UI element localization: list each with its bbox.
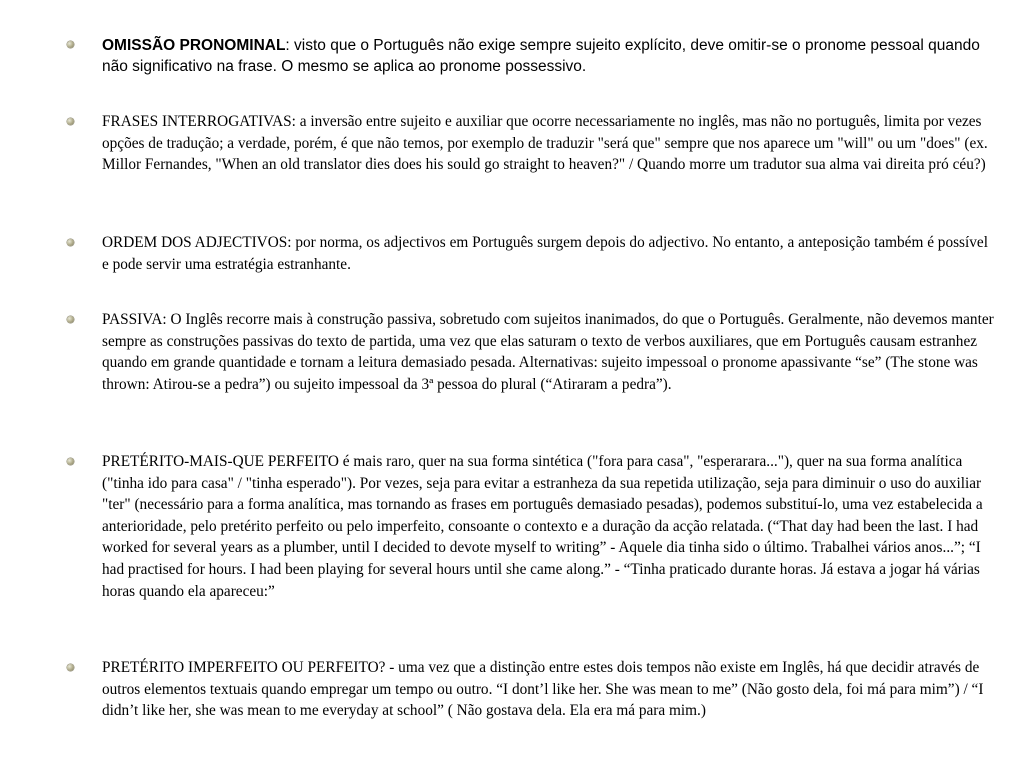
bullet-icon <box>67 458 74 465</box>
item-text <box>102 35 997 77</box>
bullet-icon <box>67 316 74 323</box>
bullet-icon <box>67 664 74 671</box>
item-text: PASSIVA: O Inglês recorre mais à construção passiva, sobretudo com sujeitos inanimados, do que o Português. Geralmente, não devemos manter sempre as construções passivas do texto de partida, uma vez que elas saturam o texto de verbos auxiliares, que em Português causam estranhez quando em grande quantidade e tornam a leitura demasiado pesada. Alternativas: sujeito impessoal o pronome apassivante “se” (The stone was thrown: Atirou-se a pedra”) ou sujeito impessoal da 3ª pessoa do plural (“Atiraram a pedra”). <box>102 311 994 393</box>
item-lead-term: OMISSÃO PRONOMINAL <box>102 37 286 54</box>
item-text: PRETÉRITO IMPERFEITO OU PERFEITO? - uma vez que a distinção entre estes dois tempos não existe em Inglês, há que decidir através de outros elementos textuais quando empregar um tempo ou outro. “I dont’l like her. She was mean to me” (Não gosto dela, foi má para mim”) / “I didn’t like her, she was mean to me everyday at school” ( Não gostava dela. Ela era má para mim.) <box>102 659 984 720</box>
bullet-icon <box>67 41 74 48</box>
item-text: ORDEM DOS ADJECTIVOS: por norma, os adjectivos em Português surgem depois do adjectivo. No entanto, a anteposição também é possível e pode servir uma estratégia estranhante. <box>102 234 988 273</box>
bullet-icon <box>67 239 74 246</box>
item-body: : visto que o Português não exige sempre sujeito explícito, deve omitir-se o pronome pessoal quando não significativo na frase. O mesmo se aplica ao pronome possessivo. <box>102 37 980 75</box>
item-text: FRASES INTERROGATIVAS: a inversão entre sujeito e auxiliar que ocorre necessariamente no inglês, mas não no português, limita por vezes opções de tradução; a verdade, porém, é que não temos, por exemplo de traduzir "será que" sempre que nos aparece um "will" ou um "does" (ex. Millor Fernandes, "When an old translator dies does his sould go straight to heaven?" / Quando morre um tradutor sua alma vai direita pró céu?) <box>102 113 988 174</box>
bullet-icon <box>67 118 74 125</box>
item-text: PRETÉRITO-MAIS-QUE PERFEITO é mais raro, quer na sua forma sintética ("fora para casa", "esperarara..."), quer na sua forma analítica ("tinha ido para casa" / "tinha esperado"). Por vezes, seja para evitar a estranheza da sua repetida utilização, seja para diminuir o uso do auxiliar "ter" (necessário para a forma analítica, mas tornando as frases em português demasiado pesadas), podemos substituí-lo, uma vez estabelecida a anterioridade, pelo pretérito perfeito ou pelo imperfeito, consoante o contexto e a duração da acção relatada. (“That day had been the last. I had worked for several years as a plumber, until I decided to devote myself to writing” - Aquele dia tinha sido o último. Trabalhei vários anos...”; “I had practised for hours. I had been playing for several hours until she came along.” - “Tinha praticado durante horas. Já estava a jogar há várias horas quando ela apareceu:” <box>102 453 983 600</box>
